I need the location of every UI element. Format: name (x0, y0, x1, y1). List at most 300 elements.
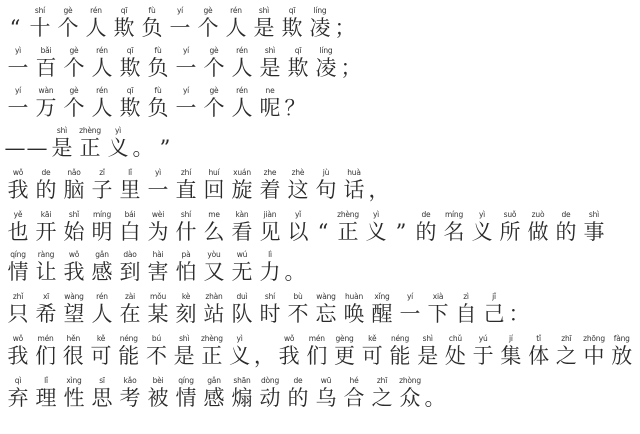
hanzi: 们 (35, 344, 57, 368)
character-cell (144, 210, 172, 245)
pinyin: rén (96, 86, 108, 95)
hanzi: 弃 (7, 386, 29, 410)
hanzi: 又 (203, 260, 225, 284)
character-cell (115, 334, 143, 369)
pinyin: bǎi (40, 46, 52, 55)
pinyin: gǎn (207, 376, 221, 385)
character-cell (110, 6, 138, 41)
pinyin: yě (13, 210, 23, 219)
pinyin: shǐ (68, 210, 80, 219)
hanzi: 正 (337, 220, 359, 244)
pinyin: gè (63, 6, 73, 15)
character-cell (144, 86, 172, 121)
character-cell (60, 86, 88, 121)
character-cell (414, 334, 442, 369)
hanzi: 可 (361, 344, 383, 368)
pinyin: bái (124, 210, 136, 219)
hanzi: 我 (278, 344, 300, 368)
pinyin: de (293, 376, 303, 385)
hanzi: 直 (175, 178, 197, 202)
pinyin: jí (508, 334, 513, 343)
pinyin: fù (148, 6, 156, 15)
pinyin: yí (182, 86, 190, 95)
poem-line (4, 6, 356, 41)
pinyin: yì (478, 210, 486, 219)
character-cell (303, 334, 331, 369)
character-cell (284, 250, 306, 285)
pinyin: zì (463, 292, 469, 301)
hanzi: 理 (35, 386, 57, 410)
hanzi: 个 (203, 96, 225, 120)
hanzi: 个 (57, 16, 79, 40)
pinyin: dòng (260, 376, 280, 385)
pinyin: kāi (40, 210, 52, 219)
character-cell (228, 46, 256, 81)
character-cell (82, 6, 110, 41)
hanzi: 合 (343, 386, 365, 410)
character-cell (552, 210, 580, 245)
character-cell (32, 250, 60, 285)
pinyin: yí (182, 46, 190, 55)
hanzi: ； (340, 56, 362, 80)
character-cell (32, 292, 60, 327)
pinyin: zhè (291, 168, 305, 177)
hanzi: ： (508, 302, 530, 326)
character-cell (362, 210, 390, 245)
hanzi: 欺 (119, 56, 141, 80)
pinyin: wū (320, 376, 332, 385)
character-cell (143, 334, 171, 369)
pinyin: shì (179, 334, 190, 343)
hanzi: 希 (35, 302, 57, 326)
pinyin: rén (96, 46, 108, 55)
pinyin: suǒ (503, 210, 517, 219)
hanzi: 到 (119, 260, 141, 284)
hanzi: ； (334, 16, 356, 40)
hanzi: 欺 (119, 96, 141, 120)
pinyin: gè (69, 46, 79, 55)
pinyin: zhàn (205, 292, 223, 301)
character-cell (424, 292, 452, 327)
hanzi: 之 (371, 386, 393, 410)
character-cell (256, 86, 284, 121)
character-cell (358, 334, 386, 369)
character-cell (396, 292, 424, 327)
hanzi: 队 (231, 302, 253, 326)
pinyin: néng (119, 334, 138, 343)
hanzi: 望 (63, 302, 85, 326)
pinyin: zài (124, 292, 136, 301)
character-cell (200, 210, 228, 245)
character-cell (390, 210, 412, 245)
character-cell (4, 126, 26, 161)
character-cell (334, 210, 362, 245)
pinyin: xuán (233, 168, 251, 177)
character-cell (88, 210, 116, 245)
hanzi: 情 (7, 260, 29, 284)
hanzi: 某 (147, 302, 169, 326)
character-cell (278, 6, 306, 41)
character-cell (170, 334, 198, 369)
hanzi: 话 (343, 178, 365, 202)
pinyin: lǐ (44, 376, 48, 385)
character-cell (194, 6, 222, 41)
character-cell (32, 376, 60, 411)
pinyin: rén (236, 86, 248, 95)
pinyin: zhèng (79, 126, 101, 135)
hanzi: 呢 (259, 96, 281, 120)
hanzi: 不 (145, 344, 167, 368)
character-cell (32, 46, 60, 81)
pinyin: yí (406, 292, 414, 301)
character-cell (368, 168, 390, 203)
poem-line (4, 292, 530, 327)
character-cell (200, 86, 228, 121)
pinyin: gè (209, 86, 219, 95)
pinyin: qī (120, 6, 128, 15)
character-cell (284, 376, 312, 411)
hanzi: 煽 (231, 386, 253, 410)
character-cell (340, 46, 362, 81)
pinyin: gè (203, 6, 213, 15)
hanzi: 唤 (343, 302, 365, 326)
hanzi: ” (395, 220, 407, 244)
pinyin: lǐ (128, 168, 132, 177)
character-cell (48, 126, 76, 161)
character-cell (144, 376, 172, 411)
character-cell (256, 292, 284, 327)
character-cell (32, 168, 60, 203)
character-cell (138, 6, 166, 41)
hanzi: “ (9, 16, 21, 40)
pinyin: wǒ (12, 168, 24, 177)
pinyin: yì (14, 46, 22, 55)
character-cell (60, 46, 88, 81)
hanzi: 。 (424, 386, 446, 410)
hanzi: 开 (35, 220, 57, 244)
character-cell (312, 210, 334, 245)
character-cell (368, 292, 396, 327)
pinyin: wàng (64, 292, 84, 301)
character-cell (26, 126, 48, 161)
hanzi: 义 (229, 344, 251, 368)
poem-line (4, 250, 306, 285)
hanzi: 个 (197, 16, 219, 40)
pinyin: kǎo (123, 376, 137, 385)
character-cell (256, 168, 284, 203)
pinyin: zhèng (337, 210, 359, 219)
hanzi: 思 (91, 386, 113, 410)
hanzi: 考 (119, 386, 141, 410)
pinyin: hé (349, 376, 359, 385)
pinyin: yú (478, 334, 488, 343)
pinyin: qī (294, 46, 302, 55)
character-cell (200, 250, 228, 285)
character-cell (340, 292, 368, 327)
character-cell (88, 250, 116, 285)
hanzi: 放 (611, 344, 633, 368)
hanzi: 负 (147, 56, 169, 80)
character-cell (26, 6, 54, 41)
character-cell (172, 168, 200, 203)
character-cell (312, 376, 340, 411)
character-cell (222, 6, 250, 41)
character-cell (198, 334, 226, 369)
poem-line (4, 210, 608, 245)
hanzi: 始 (63, 220, 85, 244)
pinyin: bèi (152, 376, 164, 385)
pinyin: yǐ (294, 210, 302, 219)
hanzi: 己 (483, 302, 505, 326)
pinyin: qī (126, 86, 134, 95)
character-cell (144, 46, 172, 81)
character-cell (4, 86, 32, 121)
hanzi: 们 (306, 344, 328, 368)
hanzi: 所 (499, 220, 521, 244)
hanzi: 人 (85, 16, 107, 40)
pinyin: yì (236, 334, 243, 343)
character-cell (4, 292, 32, 327)
character-cell (116, 46, 144, 81)
character-cell (508, 292, 530, 327)
character-cell (116, 250, 144, 285)
pinyin: líng (319, 46, 333, 55)
pinyin: shí (180, 210, 192, 219)
character-cell (54, 6, 82, 41)
character-cell (256, 210, 284, 245)
character-cell (144, 168, 172, 203)
pinyin: pà (181, 250, 191, 259)
character-cell (116, 376, 144, 411)
character-cell (4, 334, 32, 369)
pinyin: xìng (66, 376, 82, 385)
character-cell (275, 334, 303, 369)
character-cell (32, 334, 60, 369)
character-cell (424, 376, 446, 411)
hanzi: 。 (284, 260, 306, 284)
hanzi: 人 (231, 96, 253, 120)
pinyin: rén (236, 46, 248, 55)
character-cell (608, 334, 636, 369)
character-cell (166, 6, 194, 41)
character-cell (312, 168, 340, 203)
pinyin: shì (56, 126, 68, 135)
character-cell (368, 376, 396, 411)
character-cell (386, 334, 414, 369)
hanzi: 不 (287, 302, 309, 326)
hanzi: 凌 (309, 16, 331, 40)
hanzi: 体 (528, 344, 550, 368)
hanzi: 万 (35, 96, 57, 120)
character-cell (312, 46, 340, 81)
character-cell (88, 46, 116, 81)
pinyin: jiàn (263, 210, 277, 219)
hanzi: 义 (365, 220, 387, 244)
hanzi: 醒 (371, 302, 393, 326)
pinyin: jǐ (492, 292, 496, 301)
character-cell (256, 376, 284, 411)
character-cell (284, 46, 312, 81)
hanzi: 忘 (315, 302, 337, 326)
pinyin: wàn (38, 86, 54, 95)
character-cell (144, 292, 172, 327)
hanzi: 句 (315, 178, 337, 202)
hanzi: 一 (169, 16, 191, 40)
pinyin: kě (96, 334, 106, 343)
pinyin: rén (90, 6, 102, 15)
hanzi: “ (317, 220, 329, 244)
hanzi: 这 (287, 178, 309, 202)
poem-line (4, 376, 446, 411)
hanzi: 一 (7, 56, 29, 80)
character-cell (60, 250, 88, 285)
character-cell (200, 168, 228, 203)
hanzi: 的 (287, 386, 309, 410)
pinyin: qíng (10, 250, 26, 259)
pinyin: me (208, 210, 220, 219)
pinyin: míng (92, 210, 112, 219)
pinyin: zhe (263, 168, 277, 177)
hanzi: 也 (7, 220, 29, 244)
pinyin: lì (268, 250, 272, 259)
pinyin: qī (288, 6, 296, 15)
character-cell (88, 86, 116, 121)
pinyin: shì (588, 210, 600, 219)
hanzi: 一 (175, 96, 197, 120)
hanzi: 看 (231, 220, 253, 244)
character-cell (200, 376, 228, 411)
hanzi: 被 (147, 386, 169, 410)
character-cell (172, 292, 200, 327)
pinyin: kè (181, 292, 191, 301)
pinyin: qíng (178, 376, 194, 385)
pinyin: zhī (561, 334, 572, 343)
hanzi: 人 (91, 56, 113, 80)
character-cell (88, 292, 116, 327)
character-cell (116, 292, 144, 327)
hanzi: 见 (259, 220, 281, 244)
hanzi: 欺 (113, 16, 135, 40)
poem-line (4, 126, 176, 161)
hanzi: 下 (427, 302, 449, 326)
hanzi: 的 (555, 220, 577, 244)
pinyin: gè (69, 86, 79, 95)
hanzi: 很 (62, 344, 84, 368)
pinyin: de (421, 210, 431, 219)
pinyin: wǒ (283, 334, 295, 343)
character-cell (60, 210, 88, 245)
pinyin: yì (154, 168, 162, 177)
pinyin: zuò (531, 210, 545, 219)
pinyin: ràng (37, 250, 55, 259)
character-cell (468, 210, 496, 245)
poem-line (4, 86, 306, 121)
character-cell (226, 334, 254, 369)
character-cell (497, 334, 525, 369)
hanzi: 人 (91, 96, 113, 120)
pinyin: mén (308, 334, 325, 343)
character-cell (396, 376, 424, 411)
pinyin: gǎn (95, 250, 109, 259)
character-cell (132, 126, 154, 161)
character-cell (4, 210, 32, 245)
hanzi: 是 (253, 16, 275, 40)
character-cell (172, 210, 200, 245)
pinyin: fù (154, 86, 162, 95)
pinyin: wèi (151, 210, 165, 219)
hanzi: 什 (175, 220, 197, 244)
hanzi: 是 (51, 136, 73, 160)
hanzi: 人 (91, 302, 113, 326)
pinyin: yí (14, 86, 22, 95)
pinyin: zhí (180, 168, 192, 177)
pinyin: de (41, 168, 51, 177)
hanzi: — (4, 136, 26, 160)
hanzi: 在 (119, 302, 141, 326)
pinyin: fù (154, 46, 162, 55)
pinyin: xià (432, 292, 444, 301)
character-cell (412, 210, 440, 245)
character-cell (76, 126, 104, 161)
hanzi: 义 (107, 136, 129, 160)
hanzi: 众 (399, 386, 421, 410)
pinyin: qī (126, 46, 134, 55)
poem-line (4, 46, 362, 81)
hanzi: 我 (63, 260, 85, 284)
pinyin: zhī (376, 376, 388, 385)
pinyin: tǐ (536, 334, 541, 343)
pinyin: wàng (316, 292, 336, 301)
hanzi: 人 (225, 16, 247, 40)
character-cell (88, 376, 116, 411)
hanzi: 集 (500, 344, 522, 368)
character-cell (480, 292, 508, 327)
hanzi: 动 (259, 386, 281, 410)
character-cell (306, 6, 334, 41)
pinyin: huà (347, 168, 361, 177)
hanzi: 无 (231, 260, 253, 284)
character-cell (228, 292, 256, 327)
pinyin: huí (208, 168, 220, 177)
hanzi: ， (253, 344, 275, 368)
pinyin: bù (293, 292, 303, 301)
hanzi: 是 (173, 344, 195, 368)
character-cell (552, 334, 580, 369)
hanzi: 个 (203, 56, 225, 80)
pinyin: rén (230, 6, 242, 15)
hanzi: 负 (141, 16, 163, 40)
character-cell (524, 210, 552, 245)
character-cell (154, 126, 176, 161)
pinyin: kě (368, 334, 377, 343)
poem-line (4, 334, 636, 369)
pinyin: mén (37, 334, 54, 343)
character-cell (228, 210, 256, 245)
hanzi: 旋 (231, 178, 253, 202)
poem-line (4, 168, 390, 203)
pinyin: dào (123, 250, 137, 259)
hanzi: 自 (455, 302, 477, 326)
character-cell (172, 376, 200, 411)
hanzi: 一 (399, 302, 421, 326)
hanzi: 能 (389, 344, 411, 368)
character-cell (60, 292, 88, 327)
pinyin: shì (258, 6, 270, 15)
character-cell (452, 292, 480, 327)
hanzi: 我 (7, 344, 29, 368)
pinyin: zhèng (200, 334, 223, 343)
hanzi: 站 (203, 302, 225, 326)
